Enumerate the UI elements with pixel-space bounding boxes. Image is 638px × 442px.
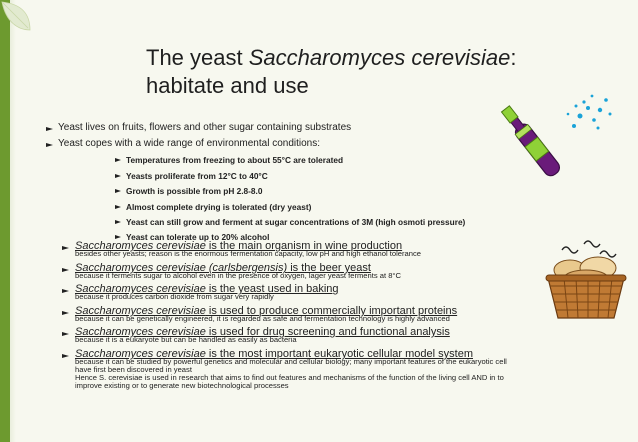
bullet-arrow-icon: [115, 158, 121, 162]
title-suffix: :: [510, 45, 517, 70]
champagne-bottle-icon: [488, 92, 618, 197]
bullet-l2-1: Yeasts proliferate from 12°C to 40°C: [126, 171, 268, 181]
accent-bar-shade: [10, 0, 16, 442]
bullet-arrow-icon: [115, 189, 121, 193]
bullet-arrow-icon: [62, 311, 69, 315]
use-5-rest: is the most important eukaryotic cellular model system: [205, 348, 473, 360]
use-2-rest: is the yeast used in baking: [205, 283, 339, 295]
use-5-detail-1: have first been discovered in yeast: [75, 365, 192, 374]
use-5-species: Saccharomyces cerevisiae: [75, 348, 206, 360]
bullet-arrow-icon: [46, 127, 53, 131]
bullet-l2-4: Yeast can still grow and ferment at sugar concentrations of 3M (high osmoti pressure): [126, 217, 466, 227]
use-3-detail: because it can be genetically engineered, it is regarded as safe and fermentation technology is highly advanced: [75, 314, 450, 323]
use-2-species: Saccharomyces cerevisiae: [75, 283, 206, 295]
bullet-arrow-icon: [62, 332, 69, 336]
use-0-detail: besides other yeasts; reason is the enormous fermentation capacity, low pH and high ethanol tolerance: [75, 249, 421, 258]
use-5-detail-0: because it can be studied by powerful genetics and molecular and cellular biology; many important features of the eukaryotic cell: [75, 357, 507, 366]
bullet-l2-2: Growth is possible from pH 2.8-8.0: [126, 186, 263, 196]
bullet-arrow-icon: [62, 354, 69, 358]
leaf-icon: [0, 0, 40, 40]
bullet-arrow-icon: [62, 246, 69, 250]
title-line-2: habitate and use: [146, 73, 309, 98]
bullet-arrow-icon: [115, 235, 121, 239]
accent-bar: [0, 0, 10, 442]
use-1-detail: because it ferments sugar to alcohol even in the presence of oxygen, lager yeast ferments at 8°C: [75, 271, 401, 280]
use-2-detail: because it produces carbon dioxide from sugar very rapidly: [75, 292, 274, 301]
slide-title: [146, 44, 517, 100]
bullet-l2-5: Yeast can tolerate up to 20% alcohol: [126, 232, 270, 242]
bullet-arrow-icon: [46, 143, 53, 147]
use-5-detail-2: Hence S. cerevisiae is used in research that aims to find out features and mechanisms of the function of the living cell AND in to: [75, 373, 504, 382]
use-3-species: Saccharomyces cerevisiae: [75, 305, 206, 317]
title-species: Saccharomyces cerevisiae: [248, 45, 511, 70]
title-line-1: [146, 44, 517, 72]
bullet-arrow-icon: [62, 289, 69, 293]
bullet-arrow-icon: [62, 268, 69, 272]
bullet-l2-0: Temperatures from freezing to about 55°C are tolerated: [126, 155, 344, 165]
use-1-species: Saccharomyces cerevisiae (carlsbergensis): [75, 262, 288, 274]
bullet-l1-1: Yeast copes with a wide range of environmental conditions:: [58, 138, 321, 149]
title-prefix: The yeast: [146, 45, 249, 70]
use-0-rest: is the main organism in wine production: [205, 240, 403, 252]
bullet-arrow-icon: [115, 174, 121, 178]
use-1-rest: is the beer yeast: [287, 262, 371, 274]
bullet-arrow-icon: [115, 205, 121, 209]
use-4-detail: because it is a eukaryote but can be handled as easily as bacteria: [75, 335, 297, 344]
bread-basket-icon: [540, 232, 632, 324]
use-3-rest: is used to produce commercially important proteins: [205, 305, 458, 317]
use-5-detail-3: improve existing or to generate new biotechnological processes: [75, 381, 289, 390]
bullet-l1-0: Yeast lives on fruits, flowers and other sugar containing substrates: [58, 122, 352, 133]
bullet-arrow-icon: [115, 220, 121, 224]
use-4-species: Saccharomyces cerevisiae: [75, 326, 206, 338]
use-0-species: Saccharomyces cerevisiae: [75, 240, 206, 252]
bullet-l2-3: Almost complete drying is tolerated (dry yeast): [126, 202, 312, 212]
use-4-rest: is used for drug screening and functional analysis: [205, 326, 450, 338]
